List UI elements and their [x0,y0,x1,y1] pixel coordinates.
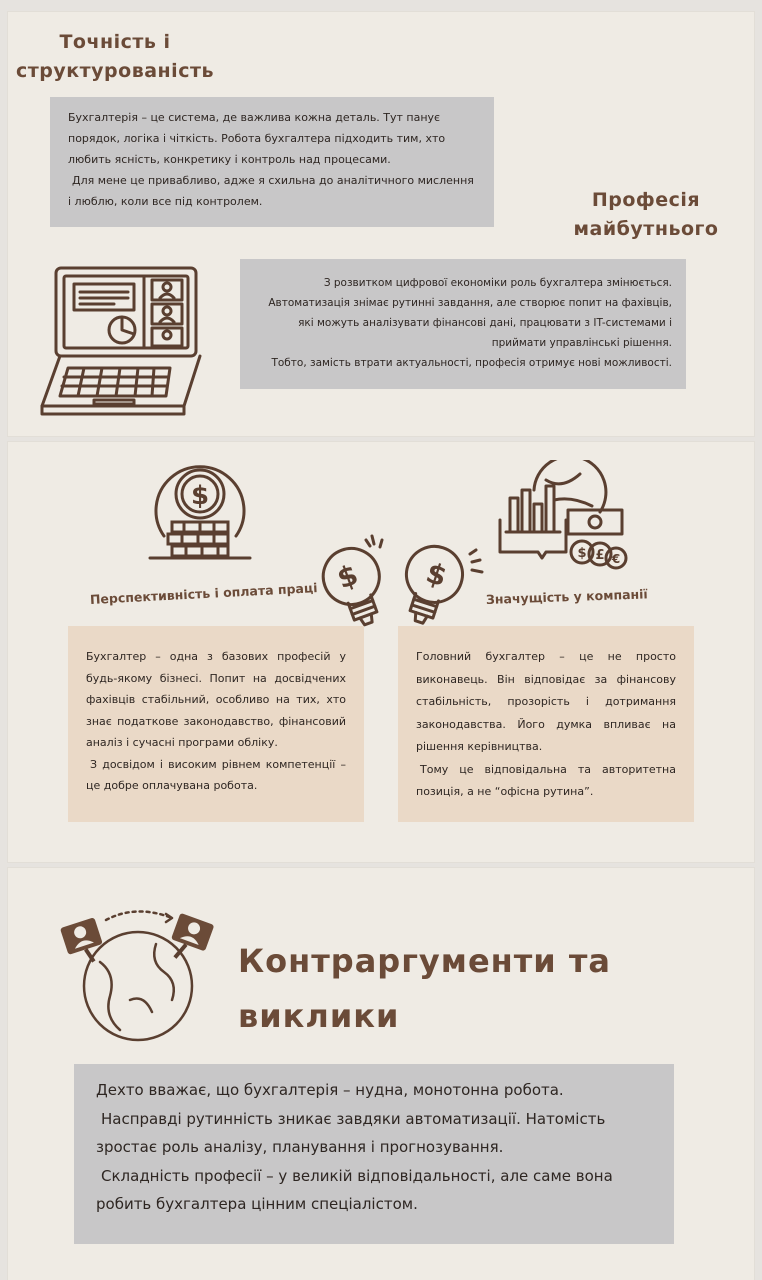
svg-text:€: € [611,552,621,566]
future-paragraph-3: Тобто, замість втрати актуальності, професія отримує нові можливості. [271,357,672,369]
significance-paragraph-1: Головний бухгалтер – це не просто виконавець. Він відповідає за фінансову стабільність, прозорість і дотримання законодавства. Його думка впливає на рішення керівництва. [416,650,676,753]
svg-text:£: £ [595,548,605,563]
coin-stack-icon [148,458,252,562]
svg-text:$: $ [422,555,451,594]
svg-text:$: $ [190,481,210,511]
svg-text:$: $ [332,557,363,596]
precision-paragraph-2: Для мене це привабливо, адже я схильна до аналітичного мислення і люблю, коли все під контролем. [68,174,474,208]
counter-paragraph-2: Насправді рутинність зникає завдяки автоматизації. Натомість зростає роль аналізу, планування і прогнозування. [96,1109,606,1156]
heading-future-line2: майбутнього [573,217,719,240]
counter-paragraph-3: Складність професії – у великій відповідальності, але саме вона робить бухгалтера цінним спеціалістом. [96,1166,613,1213]
significance-paragraph-2: Тому це відповідальна та авторитетна позиція, а не “офісна рутина”. [416,762,676,798]
heading-future-line1: Професія [591,189,701,211]
slide-precision-future [8,12,754,436]
heading-counterarguments-line2: виклики [238,997,400,1035]
salary-text-box [68,626,364,822]
svg-text:$: $ [577,546,587,561]
heading-precision [10,28,220,85]
precision-paragraph-1: Бухгалтерія – це система, де важлива кожна деталь. Тут панує порядок, логіка і чіткість. Робота бухгалтера підходить тим, хто любить ясність, конкретику і контроль над процесами. [68,111,446,166]
heading-counterarguments-line1: Контраргументи та [238,942,611,980]
counter-paragraph-1: Дехто вважає, що бухгалтерія – нудна, монотонна робота. [96,1081,564,1099]
future-paragraph-2: Автоматизація знімає рутинні завдання, але створює попит на фахівців, які можуть аналізувати фінансові дані, працювати з IT-системами і приймати управлінські рішення. [268,297,672,349]
slide-counterarguments [8,868,754,1280]
heading-counterarguments [238,934,658,1044]
future-paragraph-1: З розвитком цифрової економіки роль бухгалтера змінюється. [323,277,672,289]
slide-salary-significance [8,442,754,862]
heading-precision-line2: структурованість [16,59,214,82]
label-significance-text: Значущість у компанії [485,586,648,607]
counterarguments-text-box [74,1064,674,1244]
salary-paragraph-1: Бухгалтер – одна з базових професій у будь-якому бізнесі. Попит на досвідчених фахівців стабільний, особливо на тих, хто знає податкове законодавство, фінансовий аналіз і сучасні програми обліку. [86,650,346,749]
globe-chart-icon [496,460,628,576]
label-salary [90,580,318,607]
heading-future [556,186,736,243]
laptop-icon [34,264,202,420]
label-salary-text: Перспективність і оплата праці [89,580,318,607]
globe-people-icon [60,904,214,1044]
future-text-box [240,259,686,389]
label-significance [486,586,648,607]
precision-text-box [50,97,494,227]
salary-paragraph-2: З досвідом і високим рівнем компетенції – це добре оплачувана робота. [86,757,346,792]
heading-precision-line1: Точність і [59,31,171,53]
significance-text-box [398,626,694,822]
